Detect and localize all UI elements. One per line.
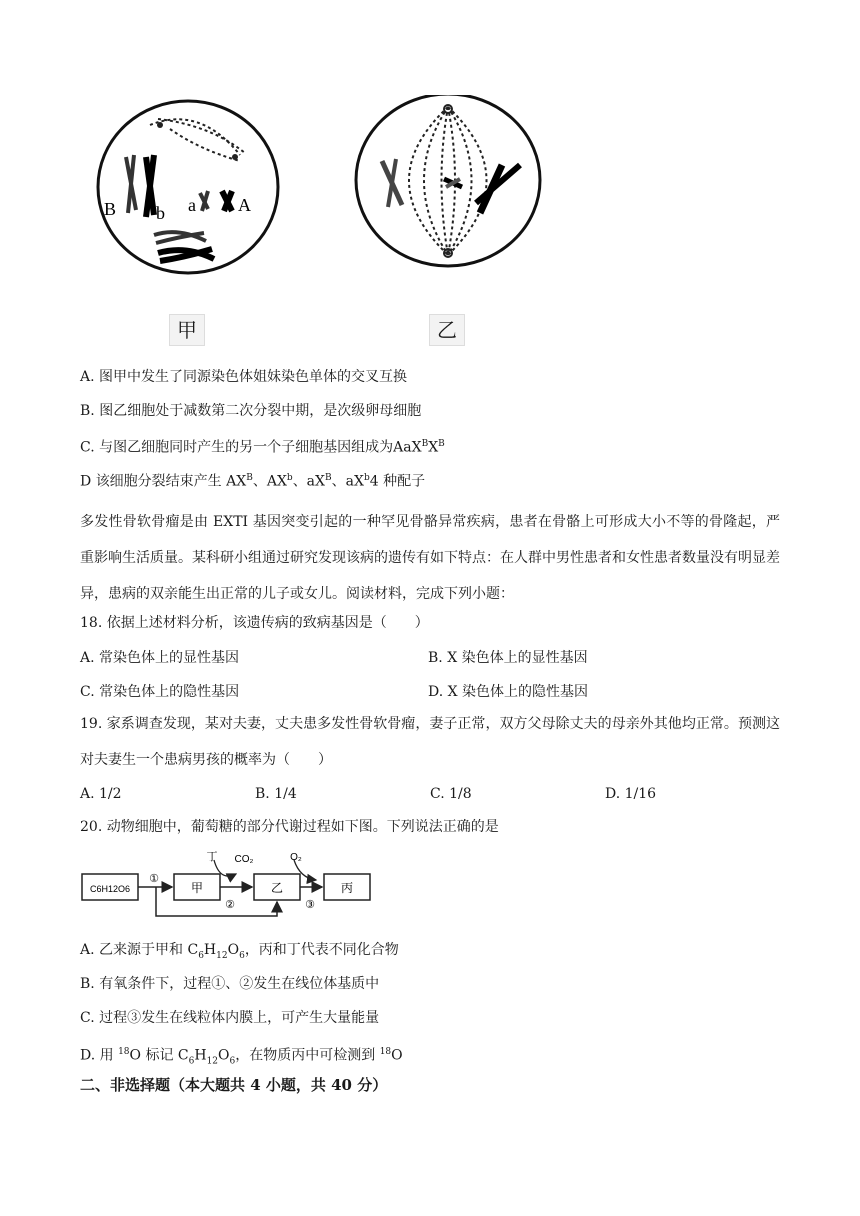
q18-option-b: B. X 染色体上的显性基因 — [428, 650, 588, 666]
q19-option-b: B. 1/4 — [255, 786, 297, 802]
cell-yi — [356, 95, 540, 266]
q20-option-a: A. 乙来源于甲和 $C_6H_{12}O_6$，丙和丁代表不同化合物 — [80, 942, 399, 961]
caption-jia: 甲 — [169, 314, 205, 346]
q18-stem: 18. 依据上述材料分析，该遗传病的致病基因是（ ） — [80, 615, 429, 631]
step-3: ③ — [305, 898, 315, 911]
gene-label-b: b — [156, 203, 165, 223]
q20-option-c: C. 过程③发生在线粒体内膜上，可产生大量能量 — [80, 1010, 380, 1026]
q20-option-b: B. 有氧条件下，过程①、②发生在线位体基质中 — [80, 976, 380, 992]
cell-jia — [98, 101, 278, 273]
gene-label-a: a — [188, 195, 196, 215]
q18-option-a: A. 常染色体上的显性基因 — [80, 650, 240, 666]
caption-yi: 乙 — [429, 314, 465, 346]
metabolism-diagram — [80, 848, 380, 922]
q17-option-a: A. 图甲中发生了同源染色体姐妹染色单体的交叉互换 — [80, 369, 408, 385]
q18-option-d: D. X 染色体上的隐性基因 — [428, 684, 589, 700]
step-2: ② — [225, 898, 235, 911]
box-glucose: C6H12O6 — [89, 884, 131, 894]
q17-option-b: B. 图乙细胞处于减数第二次分裂中期，是次级卵母细胞 — [80, 403, 422, 419]
q20-stem: 20. 动物细胞中，葡萄糖的部分代谢过程如下图。下列说法正确的是 — [80, 819, 499, 835]
label-co2: CO₂ — [234, 854, 254, 865]
label-ding: 丁 — [206, 850, 218, 863]
q19-option-d: D. 1/16 — [605, 786, 657, 802]
gene-label-A: A — [238, 195, 251, 215]
q19-stem: 19. 家系调查发现，某对夫妻，丈夫患多发性骨软骨瘤，妻子正常，双方父母除丈夫的母亲外其他均正常。预测这对夫妻生一个患病男孩的概率为（ ） — [80, 716, 780, 768]
gene-label-B: B — [104, 199, 117, 219]
q18-option-c: C. 常染色体上的隐性基因 — [80, 684, 240, 700]
step-1: ① — [149, 872, 159, 885]
section-title: 二、非选择题（本大题共 4 小题，共 40 分） — [80, 1076, 388, 1094]
box-jia: 甲 — [190, 881, 204, 895]
q19-option-a: A. 1/2 — [80, 786, 122, 802]
passage-text: 多发性骨软骨瘤是由 EXTI 基因突变引起的一种罕见骨骼异常疾病，患者在骨骼上可形成大小不等的骨隆起，严重影响生活质量。某科研小组通过研究发现该病的遗传有如下特点：在人群中男性患者和女性患者数量没有明显差异，患病的双亲能生出正常的儿子或女儿。阅读材料，完成下列小题： — [80, 514, 780, 602]
q19-option-c: C. 1/8 — [430, 786, 472, 802]
label-o2: O₂ — [290, 852, 302, 863]
q17-option-d: D 该细胞分裂结束产生 $AX^B$、$AX^b$、$aX^B$、$aX^b4$ 种配子 — [80, 473, 426, 490]
box-yi: 乙 — [270, 881, 284, 895]
cell-figure — [90, 95, 550, 285]
q17-option-c: C. 与图乙细胞同时产生的另一个子细胞基因组成为$AaX^BX^B$ — [80, 439, 445, 456]
q20-option-d: D. 用 $^{18}$O 标记 $C_6H_{12}O_6$，在物质丙中可检测到 $^{18}$O — [80, 1047, 403, 1067]
box-bing: 丙 — [340, 881, 354, 895]
